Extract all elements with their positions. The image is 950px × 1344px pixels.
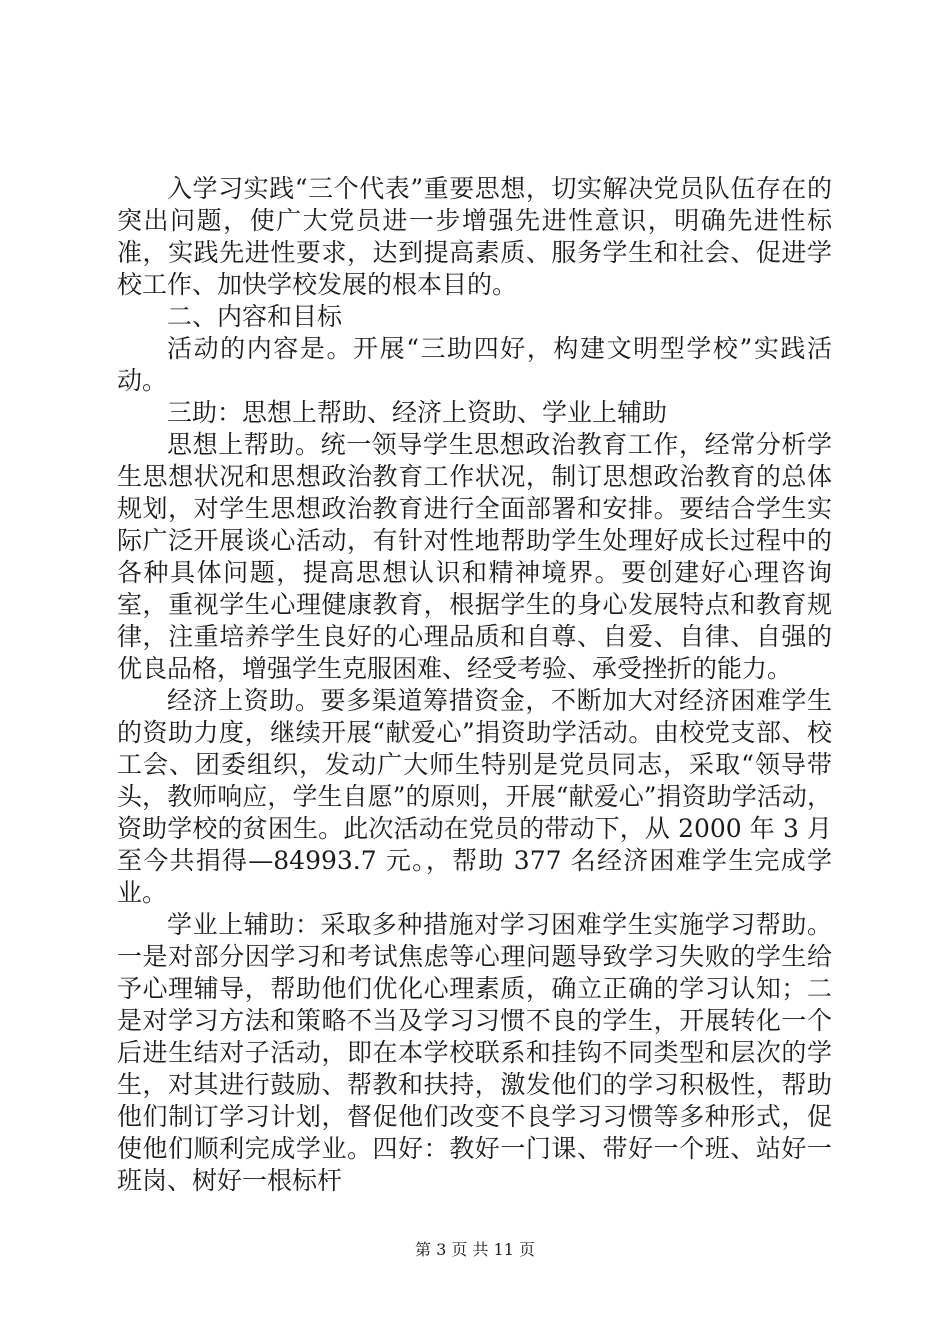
paragraph-economic-aid: 经济上资助。要多渠道筹措资金，不断加大对经济困难学生的资助力度，继续开展“献爱心”捐资助学活动。由校党支部、校工会、团委组织，发动广大师生特别是党员同志，采取“领导带头，教师响应，学生自愿”的原则，开展“献爱心”捐资助学活动，资助学校的贫困生。此次活动在党员的带动下，从 2000 年 3 月至今共捐得—84993.7 元。，帮助 377 名经济困难学生完成学业。: [117, 686, 832, 907]
paragraph-academic-support: 学业上辅助：采取多种措施对学习困难学生实施学习帮助。一是对部分因学习和考试焦虑等心理问题导致学习失败的学生给予心理辅导，帮助他们优化心理素质，确立正确的学习认知；二是对学习方法和策略不当及学习习惯不良的学生，开展转化一个后进生结对子活动，即在本学校联系和挂钩不同类型和层次的学生，对其进行鼓励、帮教和扶持，激发他们的学习积极性，帮助他们制订学习计划，督促他们改变不良学习习惯等多种形式，促使他们顺利完成学业。四好：教好一门课、带好一个班、站好一班岗、树好一根标杆: [117, 910, 832, 1195]
paragraph-activity-content: 活动的内容是。开展“三助四好，构建文明型学校”实践活动。: [117, 334, 832, 395]
document-body: [117, 173, 832, 1197]
subheading-three-helps: 三助：思想上帮助、经济上资助、学业上辅助: [167, 398, 668, 427]
page-number: 第 3 页 共 11 页: [415, 1240, 535, 1259]
paragraph-intro-continuation: 入学习实践“三个代表”重要思想，切实解决党员队伍存在的突出问题，使广大党员进一步增强先进性意识，明确先进性标准，实践先进性要求，达到提高素质、服务学生和社会、促进学校工作、加快学校发展的根本目的。: [117, 174, 832, 299]
paragraph-ideological-help: 思想上帮助。统一领导学生思想政治教育工作，经常分析学生思想状况和思想政治教育工作状况，制订思想政治教育的总体规划，对学生思想政治教育进行全面部署和安排。要结合学生实际广泛开展谈心活动，有针对性地帮助学生处理好成长过程中的各种具体问题，提高思想认识和精神境界。要创建好心理咨询室，重视学生心理健康教育，根据学生的身心发展特点和教育规律，注重培养学生良好的心理品质和自尊、自爱、自律、自强的优良品格，增强学生克服困难、经受考验、承受挫折的能力。: [117, 430, 832, 683]
section-heading-content-goals: 二、内容和目标: [167, 302, 343, 331]
